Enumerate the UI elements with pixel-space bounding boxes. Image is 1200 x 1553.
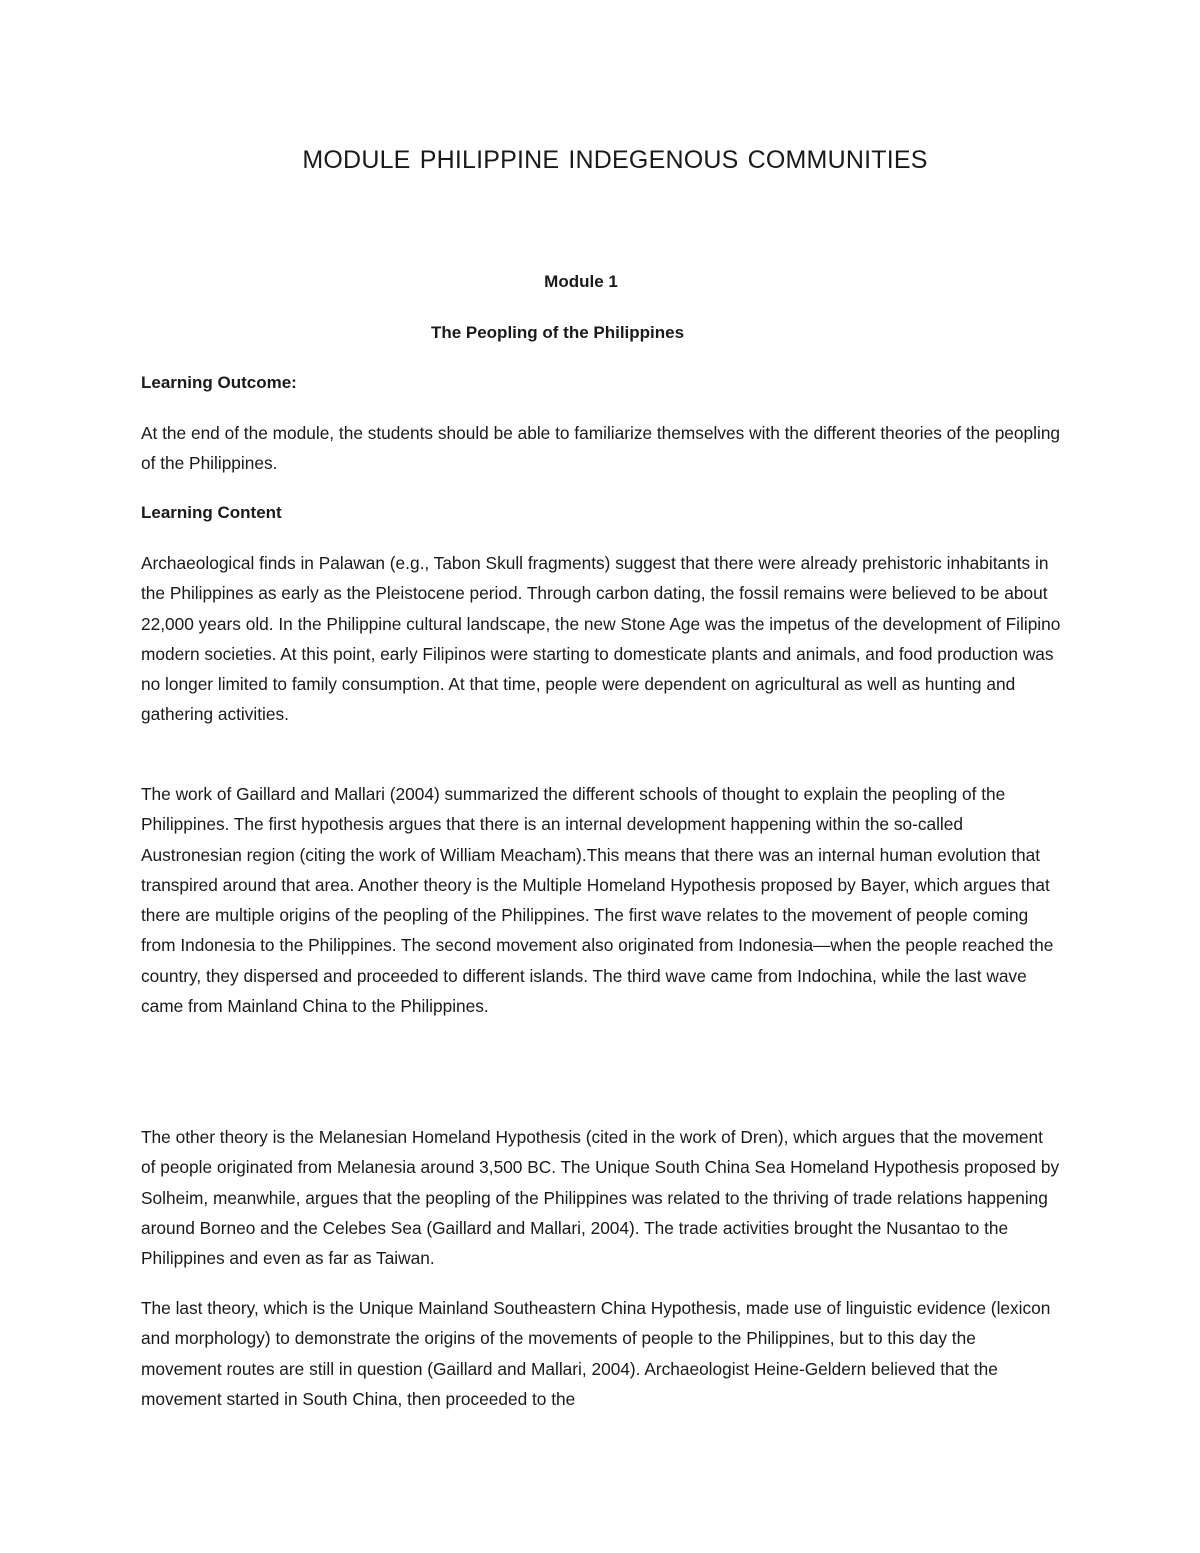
learning-outcome-heading: Learning Outcome: <box>141 373 297 392</box>
content-paragraph-3: The other theory is the Melanesian Homeland Hypothesis (cited in the work of Dren), which argues that the movement of people originated from Melanesia around 3,500 BC. The Unique South China Sea Homeland Hypothesis proposed by Solheim, meanwhile, argues that the peopling of the Philippines was related to the thriving of trade relations happening around Borneo and the Celebes Sea (Gaillard and Mallari, 2004). The trade activities brought the Nusantao to the Philippines and even as far as Taiwan. <box>141 1127 1060 1269</box>
learning-outcome-text: At the end of the module, the students should be able to familiarize themselves with the different theories of the peopling of the Philippines. <box>141 423 1061 474</box>
content-paragraph-2: The work of Gaillard and Mallari (2004) summarized the different schools of thought to explain the peopling of the Philippines. The first hypothesis argues that there is an internal development happening within the so-called Austronesian region (citing the work of William Meacham).This means that there was an internal human evolution that transpired around that area. Another theory is the Multiple Homeland Hypothesis proposed by Bayer, which argues that there are multiple origins of the peopling of the Philippines. The first wave relates to the movement of people coming from Indonesia to the Philippines. The second movement also originated from Indonesia—when the people reached the country, they dispersed and proceeded to different islands. The third wave came from Indochina, while the last wave came from Mainland China to the Philippines. <box>141 784 1054 1017</box>
content-paragraph-1: Archaeological finds in Palawan (e.g., Tabon Skull fragments) suggest that there were already prehistoric inhabitants in the Philippines as early as the Pleistocene period. Through carbon dating, the fossil remains were believed to be about 22,000 years old. In the Philippine cultural landscape, the new Stone Age was the impetus of the development of Filipino modern societies. At this point, early Filipinos were starting to domesticate plants and animals, and food production was no longer limited to family consumption. At that time, people were dependent on agricultural as well as hunting and gathering activities. <box>141 553 1061 725</box>
module-number: Module 1 <box>544 272 618 291</box>
content-paragraph-4: The last theory, which is the Unique Mainland Southeastern China Hypothesis, made use of linguistic evidence (lexicon and morphology) to demonstrate the origins of the movements of people to the Philippines, but to this day the movement routes are still in question (Gaillard and Mallari, 2004). Archaeologist Heine-Geldern believed that the movement started in South China, then proceeded to the <box>141 1298 1051 1409</box>
module-subtitle: The Peopling of the Philippines <box>430 323 685 342</box>
learning-content-heading: Learning Content <box>141 503 282 522</box>
document-title: MODULE PHILIPPINE INDEGENOUS COMMUNITIES <box>302 146 928 174</box>
